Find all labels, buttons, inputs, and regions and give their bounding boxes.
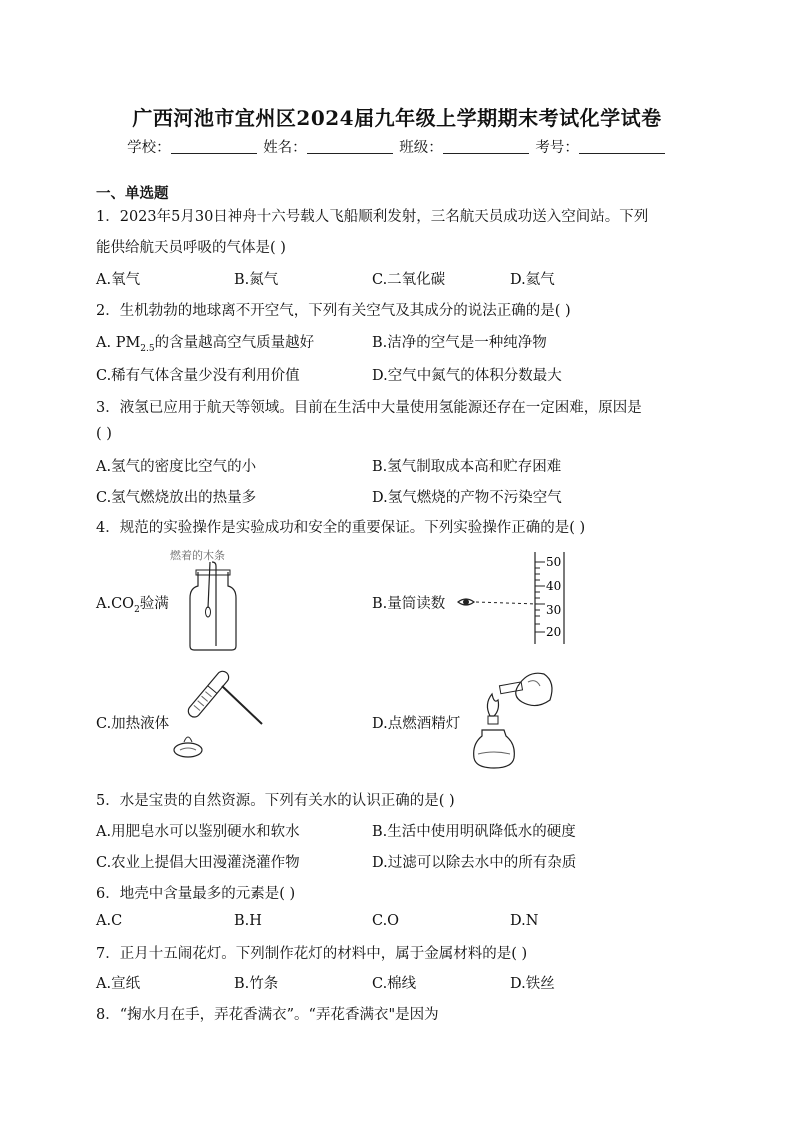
cylinder-tick-marks [535, 562, 545, 632]
class-label: 班级： [399, 140, 443, 156]
q3-option-d[interactable]: D.氢气燃烧的产物不污染空气 [372, 490, 562, 506]
q4-option-d[interactable]: D.点燃酒精灯 [372, 716, 461, 732]
school-label: 学校： [127, 140, 171, 156]
lighting-lamp-figure [470, 664, 560, 774]
heating-liquid-figure [170, 666, 266, 760]
test-tube [186, 669, 231, 720]
q7-stem: 7．正月十五闹花灯。下列制作花灯的材料中，属于金属材料的是( ) [96, 946, 528, 962]
q2-option-b[interactable]: B.洁净的空气是一种纯净物 [372, 335, 547, 351]
q3-stem-line1: 3．液氢已应用于航天等领域。目前在生活中大量使用氢能源还存在一定困难，原因是 [96, 400, 642, 416]
gas-bottle [190, 572, 236, 650]
q3-option-b[interactable]: B.氢气制取成本高和贮存困难 [372, 459, 562, 475]
wick-cap [488, 716, 498, 724]
q1-option-c[interactable]: C.二氧化碳 [372, 272, 446, 288]
burning-stick-label: 燃着的木条 [170, 549, 225, 562]
q4-option-a-sub: 2 [134, 604, 140, 615]
q2-option-c[interactable]: C.稀有气体含量少没有利用价值 [96, 368, 300, 384]
flame [206, 607, 211, 617]
student-info-row [0, 136, 794, 157]
q6-option-a[interactable]: A.C [96, 913, 123, 929]
lamp-body [474, 730, 515, 768]
lamp-fuel [478, 752, 510, 754]
q5-option-b[interactable]: B.生活中使用明矾降低水的硬度 [372, 824, 576, 840]
q1-stem-line1: 1．2023年5月30日神舟十六号载人飞船顺利发射，三名航天员成功送入空间站。下列 [96, 209, 649, 225]
q2-option-d[interactable]: D.空气中氮气的体积分数最大 [372, 368, 562, 384]
q4-option-a-pre: A.CO [96, 596, 135, 612]
q6-option-b[interactable]: B.H [234, 913, 262, 929]
q6-stem: 6．地壳中含量最多的元素是( ) [96, 886, 296, 902]
number-label: 考号： [535, 140, 579, 156]
q5-option-a[interactable]: A.用肥皂水可以鉴别硬水和软水 [96, 824, 300, 840]
tick-label-30: 30 [546, 603, 562, 617]
alcohol-lamp-base [174, 743, 202, 757]
q2-option-a-post: 的含量越高空气质量越好 [154, 335, 315, 351]
tilted-lamp-fuel [528, 681, 540, 686]
q6-option-c[interactable]: C.O [372, 913, 400, 929]
q4-option-a-post: 验满 [139, 596, 169, 612]
wood-stick [208, 562, 210, 608]
q1-option-a[interactable]: A.氧气 [96, 272, 141, 288]
lamp-liquid [180, 748, 196, 750]
tick-label-20: 20 [546, 625, 562, 639]
q7-option-b[interactable]: B.竹条 [234, 976, 279, 992]
lamp-flame [184, 737, 192, 742]
tick-label-40: 40 [546, 579, 562, 593]
number-field[interactable] [579, 139, 665, 154]
q1-stem-line2: 能供给航天员呼吸的气体是( ) [96, 240, 286, 256]
q4-option-c[interactable]: C.加热液体 [96, 716, 170, 732]
tilted-lamp [516, 673, 552, 705]
q7-option-c[interactable]: C.棉线 [372, 976, 417, 992]
school-field[interactable] [171, 139, 257, 154]
q5-option-c[interactable]: C.农业上提倡大田漫灌浇灌作物 [96, 855, 300, 871]
co2-test-figure [162, 546, 248, 652]
glass-plate [196, 570, 230, 575]
q5-stem: 5．水是宝贵的自然资源。下列有关水的认识正确的是( ) [96, 793, 455, 809]
q2-option-a[interactable] [96, 331, 314, 354]
q3-option-c[interactable]: C.氢气燃烧放出的热量多 [96, 490, 257, 506]
name-label: 姓名： [263, 140, 307, 156]
eye-pupil [463, 599, 469, 605]
q8-stem: 8．“掬水月在手，弄花香满衣”。“弄花香满衣"是因为 [96, 1007, 439, 1023]
q4-option-a[interactable] [96, 592, 169, 615]
q7-option-d[interactable]: D.铁丝 [510, 976, 555, 992]
flame-icon [487, 694, 498, 716]
sight-line [476, 602, 538, 604]
page-title: 广西河池市宜州区2024届九年级上学期期末考试化学试卷 [132, 106, 662, 130]
q4-stem: 4．规范的实验操作是实验成功和安全的重要保证。下列实验操作正确的是( ) [96, 520, 586, 536]
q1-option-b[interactable]: B.氮气 [234, 272, 279, 288]
q5-option-d[interactable]: D.过滤可以除去水中的所有杂质 [372, 855, 577, 871]
q2-option-a-sub: 2.5 [140, 343, 155, 354]
tick-label-50: 50 [546, 555, 562, 569]
q3-option-a[interactable]: A.氢气的密度比空气的小 [96, 459, 257, 475]
q1-option-d[interactable]: D.氦气 [510, 272, 555, 288]
q2-stem: 2．生机勃勃的地球离不开空气，下列有关空气及其成分的说法正确的是( ) [96, 303, 571, 319]
class-field[interactable] [443, 139, 529, 154]
q6-option-d[interactable]: D.N [510, 913, 539, 929]
cylinder-reading-figure [446, 552, 576, 648]
section-heading: 一、单选题 [96, 185, 169, 202]
q4-option-b[interactable]: B.量筒读数 [372, 596, 446, 612]
q7-option-a[interactable]: A.宣纸 [96, 976, 141, 992]
name-field[interactable] [307, 139, 393, 154]
tube-holder [222, 686, 262, 724]
q3-stem-line2: ( ) [96, 426, 112, 442]
q2-option-a-pre: A. PM [96, 335, 141, 351]
